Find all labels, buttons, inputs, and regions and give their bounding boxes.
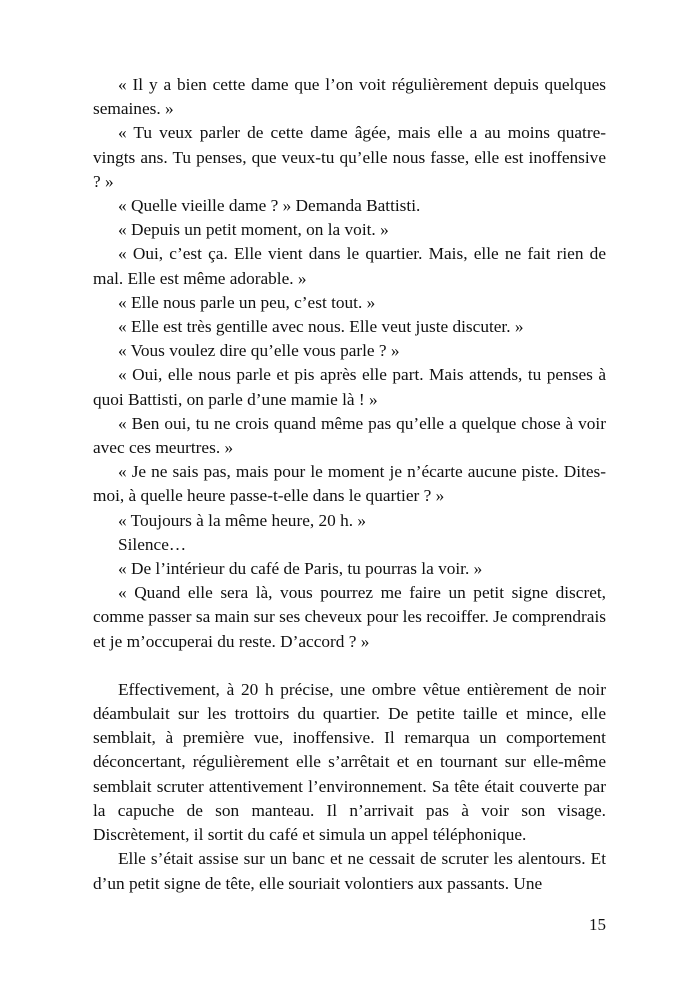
dialogue-line: « Il y a bien cette dame que l’on voit régulièrement depuis quelques semaines. » xyxy=(93,75,606,119)
dialogue-line: « Oui, elle nous parle et pis après elle part. Mais attends, tu penses à quoi Battisti, on parle d’une mamie là ! » xyxy=(93,365,606,409)
page-body xyxy=(93,73,606,896)
dialogue-line: « Ben oui, tu ne crois quand même pas qu’elle a quelque chose à voir avec ces meurtres. » xyxy=(93,413,606,458)
narrative-paragraph: Effectivement, à 20 h précise, une ombre vêtue entièrement de noir déambulait sur les trottoirs du quartier. De petite taille et mince, elle semblait, à première vue, inoffensive. Il remarqua un comportement déconcertant, régulièrement elle s’arrêtait et en tournant sur elle-même semblait scruter attentivement l’environnement. Sa tête était couverte par la capuche de son manteau. Il n’arrivait pas à voir son visage. Discrètement, il sortit du café et simula un appel téléphonique. xyxy=(93,679,606,845)
narration-line: Silence… xyxy=(118,534,187,554)
dialogue-line: « De l’intérieur du café de Paris, tu pourras la voir. » xyxy=(118,559,483,579)
dialogue-line: « Elle est très gentille avec nous. Elle veut juste discuter. » xyxy=(118,317,524,337)
dialogue-line: « Toujours à la même heure, 20 h. » xyxy=(118,510,367,530)
dialogue-line: « Tu veux parler de cette dame âgée, mais elle a au moins quatre-vingts ans. Tu penses, que veux-tu qu’elle nous fasse, elle est inoffensive ? » xyxy=(93,123,606,191)
dialogue-line: « Je ne sais pas, mais pour le moment je n’écarte aucune piste. Dites-moi, à quelle heure passe-t-elle dans le quartier ? » xyxy=(93,462,606,506)
dialogue-line: « Quelle vieille dame ? » Demanda Battisti. xyxy=(118,196,421,216)
dialogue-line: « Depuis un petit moment, on la voit. » xyxy=(118,220,389,240)
narrative-paragraph: Elle s’était assise sur un banc et ne cessait de scruter les alentours. Et d’un petit signe de tête, elle souriait volontiers aux passants. Une xyxy=(93,849,606,893)
dialogue-line: « Vous voulez dire qu’elle vous parle ? » xyxy=(118,341,400,361)
dialogue-line: « Elle nous parle un peu, c’est tout. » xyxy=(118,292,376,312)
page-number: 15 xyxy=(589,915,606,934)
dialogue-line: « Quand elle sera là, vous pourrez me faire un petit signe discret, comme passer sa main sur ses cheveux pour les recoiffer. Je comprendrais et je m’occuperai du reste. D’accord ? » xyxy=(93,583,606,651)
dialogue-line: « Oui, c’est ça. Elle vient dans le quartier. Mais, elle ne fait rien de mal. Elle est même adorable. » xyxy=(93,244,606,288)
